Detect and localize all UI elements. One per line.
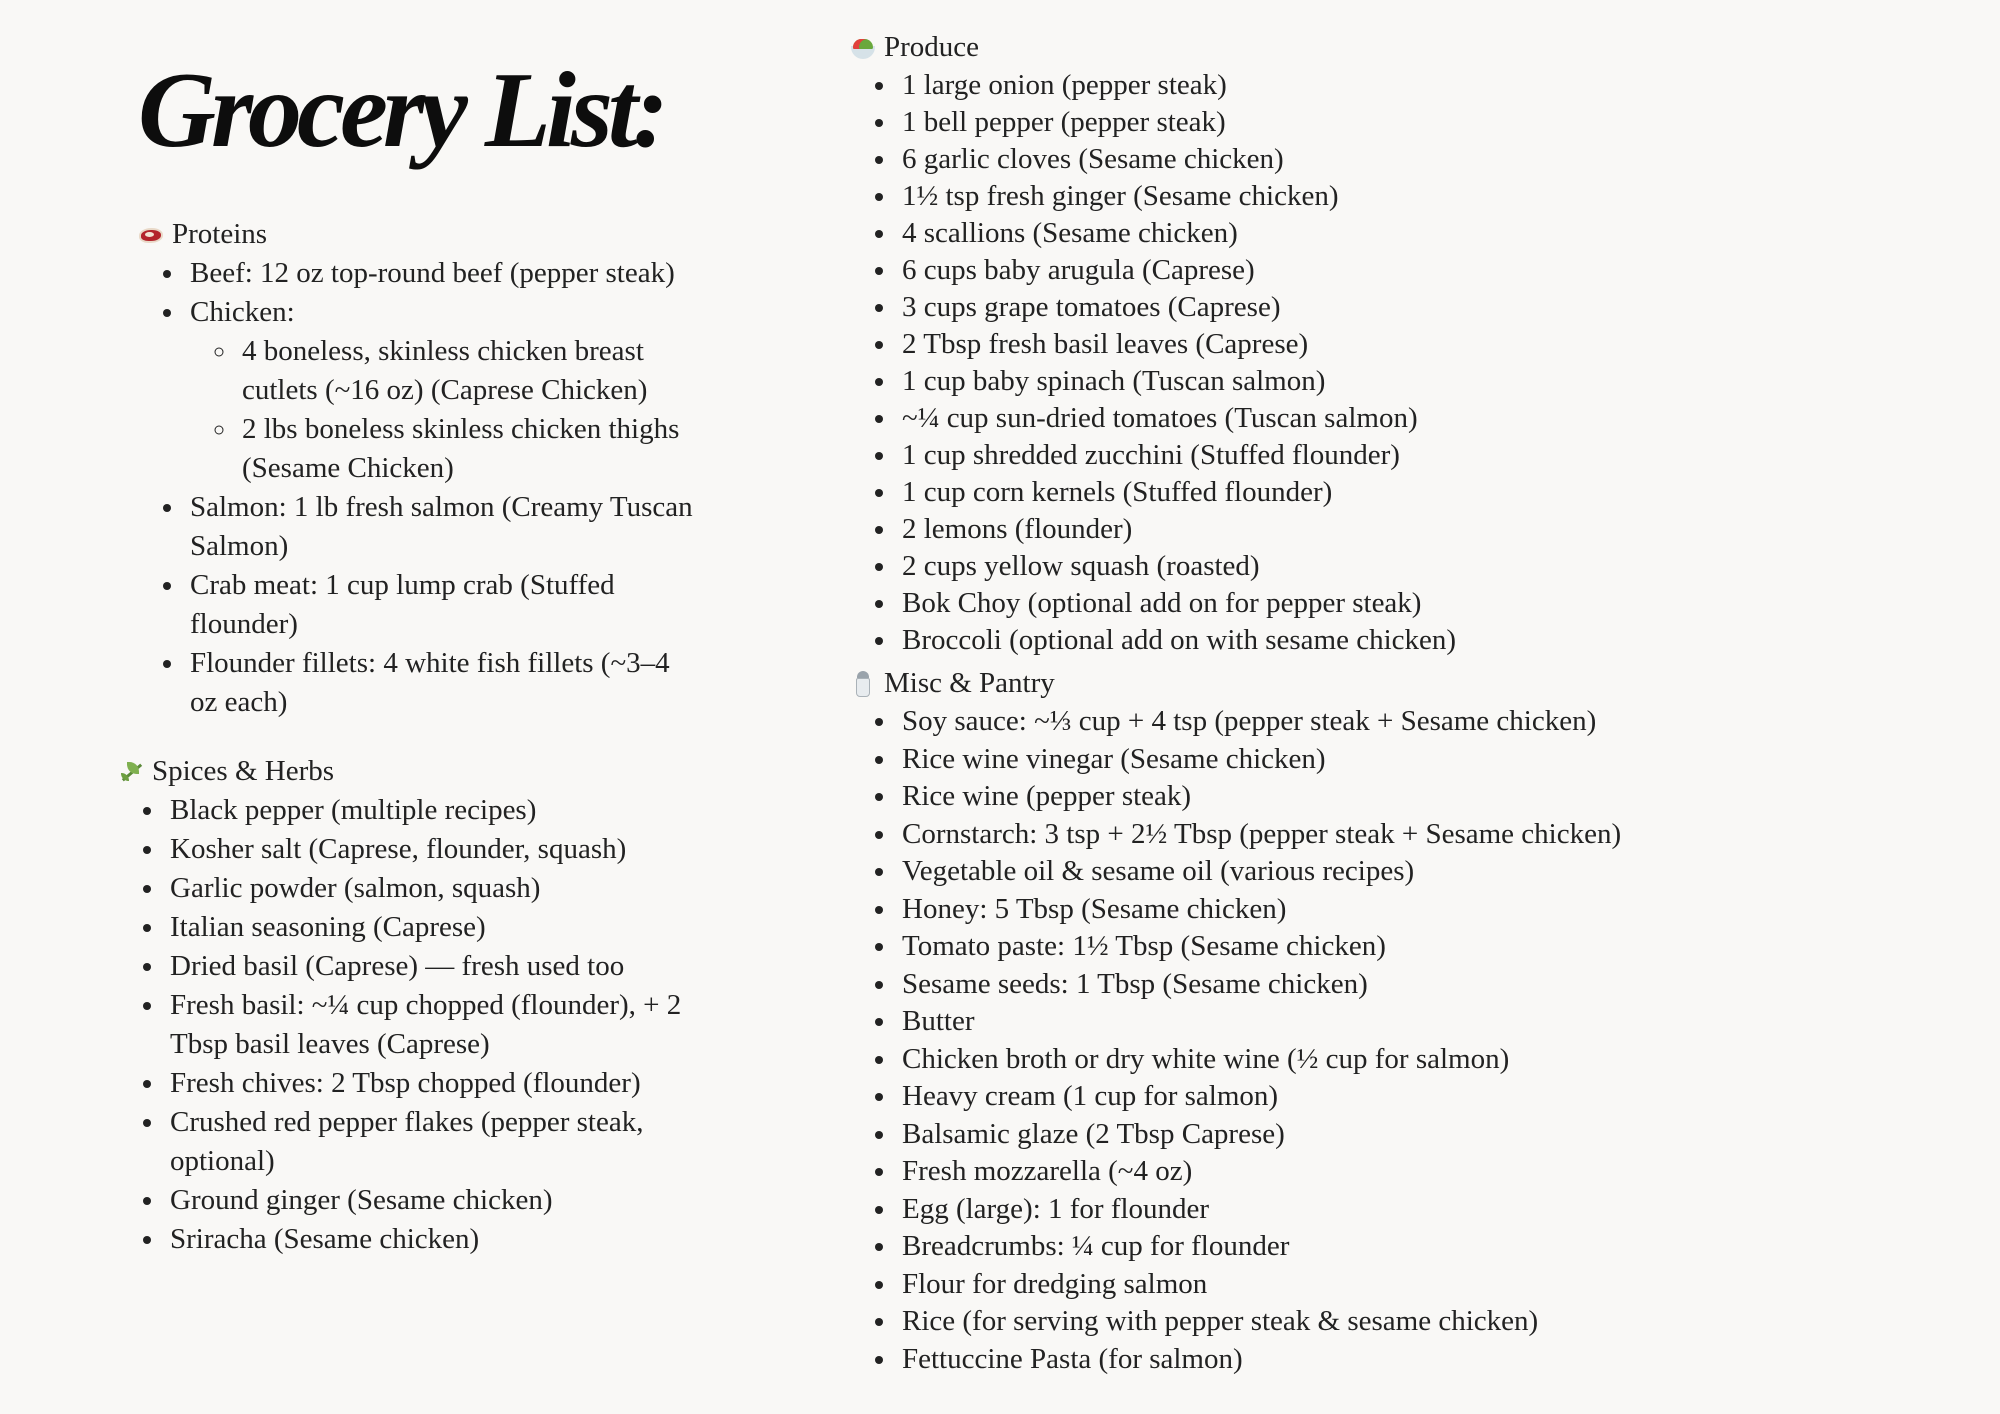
list-item: • Fresh basil: ~¼ cup chopped (flounder), + 2 Tbsp basil leaves (Caprese): [166, 986, 698, 1064]
list-item: • Vegetable oil & sesame oil (various recipes): [898, 853, 1950, 891]
spices-list: [118, 791, 698, 1259]
spices-header: [118, 752, 698, 791]
list-item: • Rice (for serving with pepper steak & sesame chicken): [898, 1303, 1950, 1341]
proteins-header-label: Proteins: [172, 218, 268, 250]
list-item: • 1 cup baby spinach (Tuscan salmon): [898, 363, 1830, 400]
list-item: • Crushed red pepper flakes (pepper steak, optional): [166, 1103, 698, 1181]
list-item: • 6 garlic cloves (Sesame chicken): [898, 141, 1830, 178]
misc-list: [850, 703, 1950, 1378]
misc-section: [850, 664, 1950, 1378]
list-item: • 2 Tbsp fresh basil leaves (Caprese): [898, 326, 1830, 363]
list-item: • 4 scallions (Sesame chicken): [898, 215, 1830, 252]
produce-header: [850, 28, 1830, 67]
herb-icon: [118, 759, 144, 785]
list-item: • Salmon: 1 lb fresh salmon (Creamy Tuscan Salmon): [186, 488, 698, 566]
list-item: ◦ 2 lbs boneless skinless chicken thighs (Sesame Chicken): [238, 410, 698, 488]
salt-shaker-icon: [850, 671, 876, 697]
list-item: • Rice wine vinegar (Sesame chicken): [898, 741, 1950, 779]
produce-header-label: Produce: [884, 31, 980, 63]
list-item: ◦ 4 boneless, skinless chicken breast cutlets (~16 oz) (Caprese Chicken): [238, 332, 698, 410]
list-item: • 1½ tsp fresh ginger (Sesame chicken): [898, 178, 1830, 215]
misc-header: [850, 664, 1950, 703]
list-item: • Fresh chives: 2 Tbsp chopped (flounder): [166, 1064, 698, 1103]
list-item: • Rice wine (pepper steak): [898, 778, 1950, 816]
list-item: • 1 large onion (pepper steak): [898, 67, 1830, 104]
list-item: • Chicken broth or dry white wine (½ cup for salmon): [898, 1041, 1950, 1079]
list-item: • Breadcrumbs: ¼ cup for flounder: [898, 1228, 1950, 1266]
list-item: • Cornstarch: 3 tsp + 2½ Tbsp (pepper steak + Sesame chicken): [898, 816, 1950, 854]
list-item: • Crab meat: 1 cup lump crab (Stuffed flounder): [186, 566, 698, 644]
list-item: • Egg (large): 1 for flounder: [898, 1191, 1950, 1229]
produce-section: [850, 28, 1830, 659]
list-item: • Balsamic glaze (2 Tbsp Caprese): [898, 1116, 1950, 1154]
list-item: • 6 cups baby arugula (Caprese): [898, 252, 1830, 289]
steak-icon: [138, 222, 164, 248]
list-item: • Black pepper (multiple recipes): [166, 791, 698, 830]
list-item: • 1 cup shredded zucchini (Stuffed flounder): [898, 437, 1830, 474]
list-item: • 3 cups grape tomatoes (Caprese): [898, 289, 1830, 326]
list-item: • ~¼ cup sun-dried tomatoes (Tuscan salmon): [898, 400, 1830, 437]
list-item: • Tomato paste: 1½ Tbsp (Sesame chicken): [898, 928, 1950, 966]
list-item: • Honey: 5 Tbsp (Sesame chicken): [898, 891, 1950, 929]
list-item: • 2 cups yellow squash (roasted): [898, 548, 1830, 585]
list-item: [186, 293, 698, 488]
list-item: • Dried basil (Caprese) — fresh used too: [166, 947, 698, 986]
list-item: • 1 cup corn kernels (Stuffed flounder): [898, 474, 1830, 511]
list-item: • Broccoli (optional add on with sesame chicken): [898, 622, 1830, 659]
list-item: • Italian seasoning (Caprese): [166, 908, 698, 947]
list-item-label: Chicken:: [190, 296, 295, 328]
misc-header-label: Misc & Pantry: [884, 667, 1055, 699]
list-item: • Fresh mozzarella (~4 oz): [898, 1153, 1950, 1191]
spices-header-label: Spices & Herbs: [152, 755, 335, 787]
list-item: • Soy sauce: ~⅓ cup + 4 tsp (pepper steak + Sesame chicken): [898, 703, 1950, 741]
list-item: • 1 bell pepper (pepper steak): [898, 104, 1830, 141]
list-item: • 2 lemons (flounder): [898, 511, 1830, 548]
proteins-list: [138, 254, 698, 722]
spices-section: [118, 752, 698, 1259]
list-item: • Bok Choy (optional add on for pepper steak): [898, 585, 1830, 622]
proteins-section: [138, 215, 698, 722]
produce-list: [850, 67, 1830, 659]
list-item: • Sriracha (Sesame chicken): [166, 1220, 698, 1259]
chicken-sublist: [190, 332, 698, 488]
list-item: • Ground ginger (Sesame chicken): [166, 1181, 698, 1220]
salad-icon: [850, 35, 876, 61]
page-title: Grocery List:: [138, 51, 664, 170]
list-item: • Sesame seeds: 1 Tbsp (Sesame chicken): [898, 966, 1950, 1004]
proteins-header: [138, 215, 698, 254]
list-item: • Butter: [898, 1003, 1950, 1041]
list-item: • Kosher salt (Caprese, flounder, squash): [166, 830, 698, 869]
list-item: • Heavy cream (1 cup for salmon): [898, 1078, 1950, 1116]
list-item: • Fettuccine Pasta (for salmon): [898, 1341, 1950, 1379]
list-item: • Garlic powder (salmon, squash): [166, 869, 698, 908]
list-item: • Flour for dredging salmon: [898, 1266, 1950, 1304]
list-item: • Flounder fillets: 4 white fish fillets (~3–4 oz each): [186, 644, 698, 722]
list-item: • Beef: 12 oz top-round beef (pepper steak): [186, 254, 698, 293]
